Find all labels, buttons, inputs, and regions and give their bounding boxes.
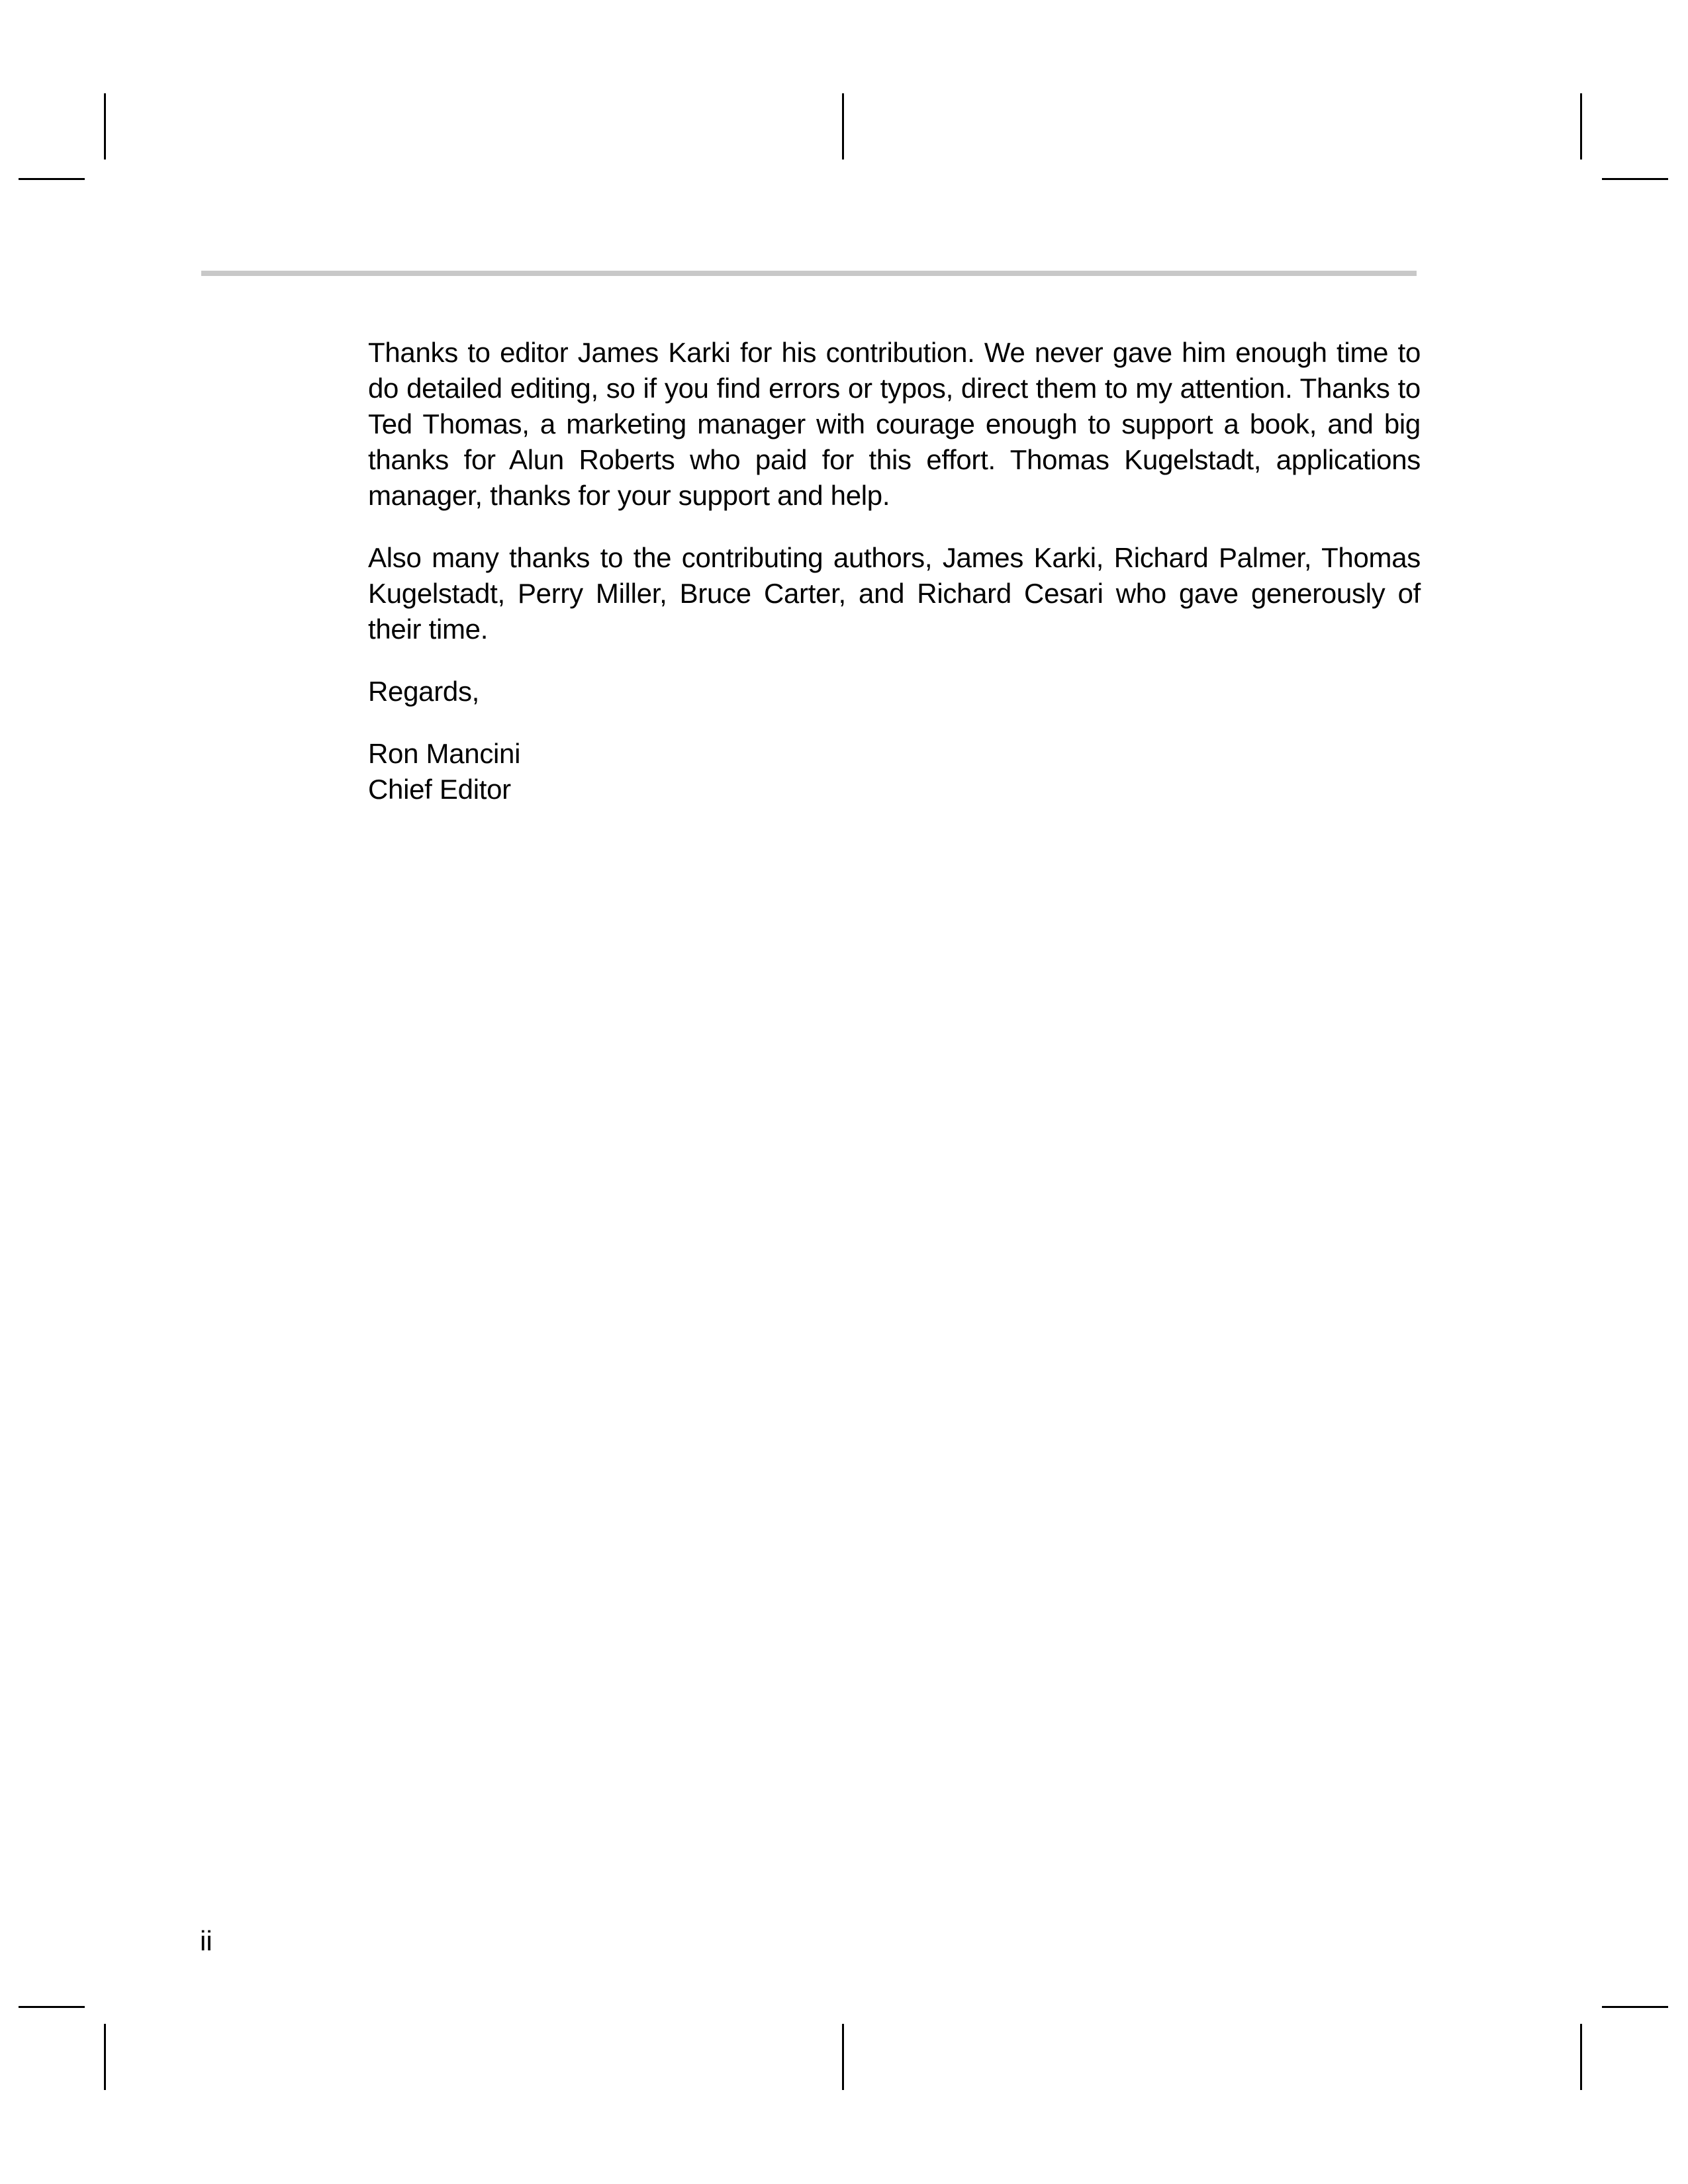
signature-name: Ron Mancini [368, 738, 521, 769]
crop-mark-top-center-vertical [842, 93, 844, 159]
signature-title: Chief Editor [368, 774, 511, 805]
signature-block [368, 736, 1421, 807]
crop-mark-top-left-vertical [104, 93, 106, 159]
crop-mark-top-left-horizontal [19, 178, 85, 180]
crop-mark-bottom-left-horizontal [19, 2006, 85, 2008]
page-number: ii [200, 1925, 212, 1956]
crop-mark-top-right-vertical [1580, 93, 1582, 159]
crop-mark-bottom-left-vertical [104, 2024, 106, 2090]
paragraph-acknowledgement-authors: Also many thanks to the contributing authors, James Karki, Richard Palmer, Thomas Kugelstadt, Perry Miller, Bruce Carter, and Richard Cesari who gave generously of their time. [368, 542, 1421, 645]
crop-mark-bottom-center-vertical [842, 2024, 844, 2090]
body-text [368, 335, 1421, 807]
crop-mark-bottom-right-horizontal [1602, 2006, 1668, 2008]
crop-mark-top-right-horizontal [1602, 178, 1668, 180]
paragraph-acknowledgement-editor: Thanks to editor James Karki for his contribution. We never gave him enough time to do detailed editing, so if you find errors or typos, direct them to my attention. Thanks to Ted Thomas, a marketing manager with courage enough to support a book, and big thanks for Alun Roberts who paid for this effort. Thomas Kugelstadt, applications manager, thanks for your support and help. [368, 337, 1421, 511]
closing: Regards, [368, 676, 480, 707]
header-rule [201, 271, 1417, 276]
crop-mark-bottom-right-vertical [1580, 2024, 1582, 2090]
